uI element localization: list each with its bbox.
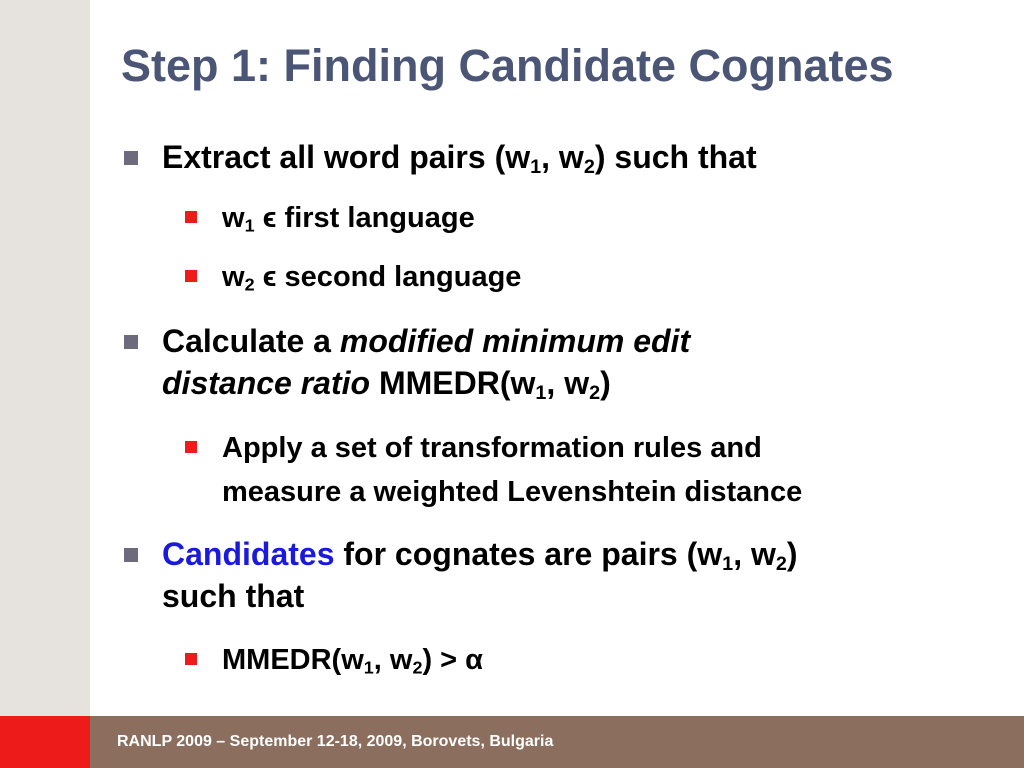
bullet-square-icon <box>185 270 197 282</box>
bullet-square-icon <box>124 151 138 165</box>
bullet-square-icon <box>185 653 197 665</box>
bullet-calculate: Calculate a modified minimum edit distance ratio $MMEDR(w_1$, $w_2$) <box>162 320 690 404</box>
bullet-candidates: Candidates for cognates are pairs ($w_1$, $w_2$) such that <box>162 533 798 617</box>
candidates-highlight: Candidates <box>162 536 335 572</box>
sub-bullet-second-language: $w_2$ ϵ second language <box>222 255 521 299</box>
sub-bullet-first-language: $w_1$ ϵ first language <box>222 196 475 240</box>
footer-text: RANLP 2009 – September 12-18, 2009, Borovets, Bulgaria <box>117 733 554 750</box>
sub-bullet-transformation-rules: Apply a set of transformation rules and measure a weighted Levenshtein distance <box>222 426 802 514</box>
footer-bar <box>0 716 1024 768</box>
sub-bullet-mmedr-threshold: $MMEDR(w_1$, $w_2) > \alpha$ <box>222 638 483 682</box>
bullet-square-icon <box>185 441 197 453</box>
bullet-extract: Extract all word pairs ($w_1$, $w_2$) such that <box>162 136 757 178</box>
bullet-square-icon <box>124 335 138 349</box>
bullet-square-icon <box>185 211 197 223</box>
slide-title: Step 1: Finding Candidate Cognates <box>121 40 894 91</box>
bullet-square-icon <box>124 548 138 562</box>
footer-accent-block <box>0 716 90 768</box>
left-decor-bar <box>0 0 90 716</box>
